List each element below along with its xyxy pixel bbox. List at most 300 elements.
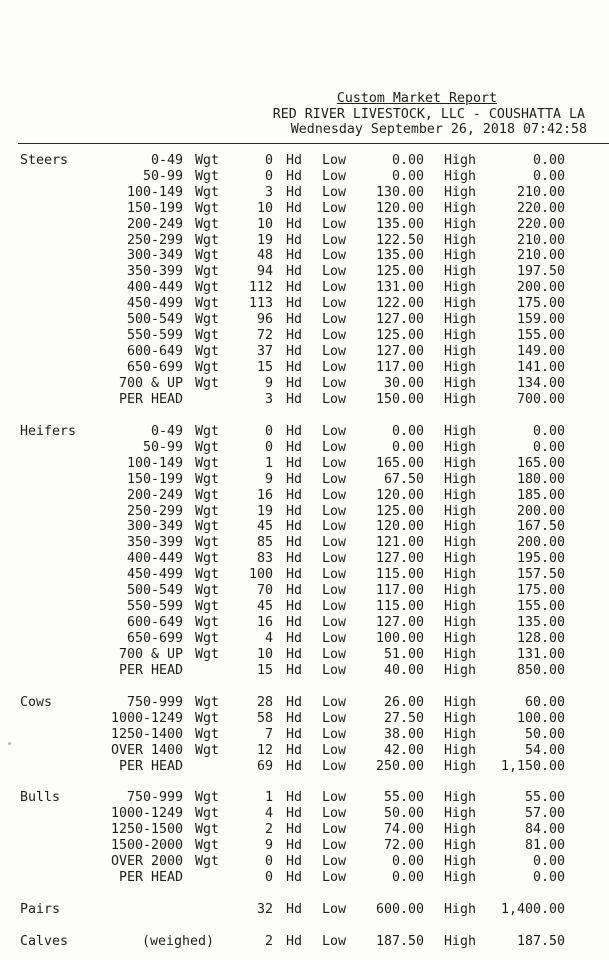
high-label: High	[444, 519, 477, 535]
table-row	[0, 615, 609, 631]
weight-range: 450-499	[126, 567, 183, 583]
high-label: High	[444, 153, 477, 168]
unit-label: Wgt	[195, 471, 220, 487]
low-label: Low	[322, 662, 347, 678]
low-price: 135.00	[375, 216, 424, 232]
hd-label: Hd	[286, 837, 303, 853]
section-name: Pairs	[20, 902, 61, 917]
hd-label: Hd	[286, 583, 303, 598]
high-price: 200.00	[516, 280, 565, 296]
low-price: 125.00	[375, 327, 424, 343]
high-label: High	[444, 583, 477, 598]
weight-range: 50-99	[142, 439, 183, 455]
low-price: 0.00	[391, 168, 424, 184]
low-price: 127.00	[375, 312, 424, 327]
high-label: High	[444, 439, 477, 455]
high-label: High	[444, 327, 477, 343]
head-count: 85	[256, 535, 273, 551]
high-label: High	[444, 646, 477, 662]
low-label: Low	[322, 439, 347, 455]
head-count: 12	[256, 742, 273, 758]
low-price: 0.00	[391, 424, 424, 439]
low-price: 67.50	[383, 471, 424, 487]
unit-label: Wgt	[195, 312, 220, 327]
head-count: 1	[264, 790, 273, 805]
weight-range: OVER 2000	[110, 853, 183, 869]
hd-label: Hd	[286, 869, 303, 885]
low-price: 127.00	[375, 614, 424, 630]
low-price: 131.00	[375, 280, 424, 296]
hd-label: Hd	[286, 934, 303, 949]
head-count: 15	[256, 359, 273, 375]
low-price: 55.00	[383, 790, 424, 805]
table-row	[0, 583, 609, 599]
weight-range: 550-599	[126, 327, 183, 343]
low-label: Low	[322, 614, 347, 630]
scan-speck	[8, 742, 11, 745]
high-price: 135.00	[516, 614, 565, 630]
high-price: 149.00	[516, 343, 565, 359]
high-label: High	[444, 742, 477, 758]
low-price: 0.00	[391, 153, 424, 168]
high-price: 165.00	[516, 455, 565, 471]
low-label: Low	[322, 280, 347, 296]
head-count: 83	[256, 551, 273, 567]
head-count: 0	[264, 424, 273, 439]
low-label: Low	[322, 424, 347, 439]
hd-label: Hd	[286, 375, 303, 391]
weight-range: PER HEAD	[118, 758, 183, 774]
head-count: 45	[256, 519, 273, 535]
high-price: 210.00	[516, 248, 565, 264]
table-row	[0, 376, 609, 392]
table-row	[0, 248, 609, 264]
high-label: High	[444, 902, 477, 917]
head-count: 7	[264, 726, 273, 742]
head-count: 113	[248, 296, 273, 312]
head-count: 4	[264, 805, 273, 821]
high-price: 175.00	[516, 296, 565, 312]
table-row	[0, 296, 609, 312]
hd-label: Hd	[286, 184, 303, 200]
high-price: 197.50	[516, 264, 565, 280]
head-count: 37	[256, 343, 273, 359]
high-label: High	[444, 821, 477, 837]
high-price: 220.00	[516, 200, 565, 216]
unit-label: Wgt	[195, 487, 220, 503]
high-price: 175.00	[516, 583, 565, 598]
weight-range: 0-49	[150, 424, 183, 439]
low-label: Low	[322, 359, 347, 375]
table-row	[0, 551, 609, 567]
unit-label: Wgt	[195, 837, 220, 853]
low-label: Low	[322, 535, 347, 551]
weight-range: 700 & UP	[118, 375, 183, 391]
low-label: Low	[322, 503, 347, 519]
table-row	[0, 472, 609, 488]
high-label: High	[444, 662, 477, 678]
head-count: 19	[256, 232, 273, 248]
high-label: High	[444, 805, 477, 821]
head-count: 48	[256, 248, 273, 264]
hd-label: Hd	[286, 535, 303, 551]
table-row	[0, 806, 609, 822]
table-row	[0, 456, 609, 472]
high-label: High	[444, 726, 477, 742]
head-count: 0	[264, 439, 273, 455]
section-name: Steers	[20, 153, 69, 168]
low-label: Low	[322, 837, 347, 853]
head-count: 69	[256, 758, 273, 774]
high-label: High	[444, 758, 477, 774]
low-label: Low	[322, 455, 347, 471]
table-row	[0, 727, 609, 743]
hd-label: Hd	[286, 598, 303, 614]
high-label: High	[444, 535, 477, 551]
high-label: High	[444, 296, 477, 312]
high-label: High	[444, 168, 477, 184]
low-label: Low	[322, 471, 347, 487]
hd-label: Hd	[286, 630, 303, 646]
head-count: 100	[248, 567, 273, 583]
low-label: Low	[322, 902, 347, 917]
table-row	[0, 312, 609, 328]
low-price: 42.00	[383, 742, 424, 758]
unit-label: Wgt	[195, 551, 220, 567]
unit-label: Wgt	[195, 805, 220, 821]
high-label: High	[444, 200, 477, 216]
section-name: Calves	[20, 934, 69, 949]
table-row	[0, 440, 609, 456]
head-count: 9	[264, 471, 273, 487]
weight-range: 500-549	[126, 312, 183, 327]
hd-label: Hd	[286, 424, 303, 439]
hd-label: Hd	[286, 296, 303, 312]
low-price: 38.00	[383, 726, 424, 742]
hd-label: Hd	[286, 455, 303, 471]
weight-range: 600-649	[126, 343, 183, 359]
low-price: 120.00	[375, 487, 424, 503]
low-label: Low	[322, 726, 347, 742]
high-label: High	[444, 710, 477, 726]
high-price: 0.00	[532, 853, 565, 869]
low-price: 125.00	[375, 503, 424, 519]
high-label: High	[444, 934, 477, 949]
low-price: 117.00	[375, 359, 424, 375]
low-label: Low	[322, 869, 347, 885]
table-row	[0, 217, 609, 233]
low-label: Low	[322, 264, 347, 280]
low-label: Low	[322, 742, 347, 758]
table-row	[0, 838, 609, 854]
weight-range: 500-549	[126, 583, 183, 598]
low-price: 127.00	[375, 551, 424, 567]
head-count: 0	[264, 153, 273, 168]
low-price: 600.00	[375, 902, 424, 917]
table-row	[0, 854, 609, 870]
high-label: High	[444, 853, 477, 869]
low-price: 130.00	[375, 184, 424, 200]
table-row	[0, 424, 609, 440]
hd-label: Hd	[286, 742, 303, 758]
head-count: 3	[264, 391, 273, 407]
head-count: 28	[256, 695, 273, 710]
company-name: RED RIVER LIVESTOCK, LLC - COUSHATTA LA	[272, 107, 585, 122]
high-price: 50.00	[524, 726, 565, 742]
head-count: 15	[256, 662, 273, 678]
table-row	[0, 504, 609, 520]
table-row	[0, 360, 609, 376]
hd-label: Hd	[286, 391, 303, 407]
hd-label: Hd	[286, 662, 303, 678]
low-label: Low	[322, 487, 347, 503]
low-label: Low	[322, 567, 347, 583]
low-label: Low	[322, 583, 347, 598]
low-price: 165.00	[375, 455, 424, 471]
head-count: 96	[256, 312, 273, 327]
high-label: High	[444, 471, 477, 487]
low-price: 122.00	[375, 296, 424, 312]
low-label: Low	[322, 695, 347, 710]
low-label: Low	[322, 821, 347, 837]
weight-range: 700 & UP	[118, 646, 183, 662]
unit-label: Wgt	[195, 343, 220, 359]
unit-label: Wgt	[195, 184, 220, 200]
weight-range: 750-999	[126, 695, 183, 710]
unit-label: Wgt	[195, 614, 220, 630]
low-label: Low	[322, 184, 347, 200]
head-count: 0	[264, 853, 273, 869]
low-label: Low	[322, 312, 347, 327]
high-price: 81.00	[524, 837, 565, 853]
hd-label: Hd	[286, 614, 303, 630]
high-label: High	[444, 837, 477, 853]
unit-label: Wgt	[195, 280, 220, 296]
high-price: 134.00	[516, 375, 565, 391]
high-label: High	[444, 248, 477, 264]
high-label: High	[444, 216, 477, 232]
table-row	[0, 790, 609, 806]
high-price: 200.00	[516, 535, 565, 551]
table-row	[0, 344, 609, 360]
table-row	[0, 663, 609, 679]
weight-range: 100-149	[126, 184, 183, 200]
weight-range: 200-249	[126, 487, 183, 503]
high-label: High	[444, 630, 477, 646]
table-row	[0, 647, 609, 663]
high-price: 100.00	[516, 710, 565, 726]
low-price: 115.00	[375, 567, 424, 583]
hd-label: Hd	[286, 264, 303, 280]
low-label: Low	[322, 790, 347, 805]
weight-range: 450-499	[126, 296, 183, 312]
low-price: 125.00	[375, 264, 424, 280]
weight-range: 400-449	[126, 280, 183, 296]
weight-range: 300-349	[126, 519, 183, 535]
table-row	[0, 233, 609, 249]
high-price: 54.00	[524, 742, 565, 758]
high-price: 128.00	[516, 630, 565, 646]
low-price: 120.00	[375, 200, 424, 216]
table-row	[0, 392, 609, 408]
high-price: 0.00	[532, 153, 565, 168]
unit-label: Wgt	[195, 519, 220, 535]
high-price: 195.00	[516, 551, 565, 567]
section-name: Heifers	[20, 424, 77, 439]
unit-label: Wgt	[195, 359, 220, 375]
low-price: 51.00	[383, 646, 424, 662]
high-price: 180.00	[516, 471, 565, 487]
weight-range: 250-299	[126, 503, 183, 519]
high-label: High	[444, 359, 477, 375]
weight-range: 1250-1400	[110, 726, 183, 742]
high-label: High	[444, 232, 477, 248]
low-label: Low	[322, 232, 347, 248]
weight-range: PER HEAD	[118, 391, 183, 407]
low-price: 27.50	[383, 710, 424, 726]
low-label: Low	[322, 630, 347, 646]
table-row	[0, 567, 609, 583]
low-price: 120.00	[375, 519, 424, 535]
high-label: High	[444, 424, 477, 439]
weight-range: 1000-1249	[110, 805, 183, 821]
unit-label: Wgt	[195, 598, 220, 614]
high-price: 1,400.00	[500, 902, 565, 917]
weight-range: 650-699	[126, 359, 183, 375]
high-price: 220.00	[516, 216, 565, 232]
head-count: 0	[264, 168, 273, 184]
weight-range: 1000-1249	[110, 710, 183, 726]
weight-range: 350-399	[126, 535, 183, 551]
table-row	[0, 902, 609, 918]
low-price: 74.00	[383, 821, 424, 837]
low-price: 135.00	[375, 248, 424, 264]
unit-label: Wgt	[195, 821, 220, 837]
high-label: High	[444, 598, 477, 614]
low-label: Low	[322, 153, 347, 168]
high-price: 131.00	[516, 646, 565, 662]
table-row	[0, 264, 609, 280]
high-label: High	[444, 184, 477, 200]
high-price: 850.00	[516, 662, 565, 678]
high-price: 187.50	[516, 934, 565, 949]
high-label: High	[444, 391, 477, 407]
hd-label: Hd	[286, 153, 303, 168]
head-count: 3	[264, 184, 273, 200]
hd-label: Hd	[286, 439, 303, 455]
head-count: 10	[256, 646, 273, 662]
hd-label: Hd	[286, 821, 303, 837]
low-price: 127.00	[375, 343, 424, 359]
table-row	[0, 153, 609, 169]
weight-range: 550-599	[126, 598, 183, 614]
low-price: 26.00	[383, 695, 424, 710]
high-label: High	[444, 264, 477, 280]
high-label: High	[444, 695, 477, 710]
weight-range: PER HEAD	[118, 869, 183, 885]
high-label: High	[444, 503, 477, 519]
high-price: 0.00	[532, 439, 565, 455]
low-label: Low	[322, 327, 347, 343]
hd-label: Hd	[286, 519, 303, 535]
low-price: 150.00	[375, 391, 424, 407]
hd-label: Hd	[286, 280, 303, 296]
low-price: 72.00	[383, 837, 424, 853]
hd-label: Hd	[286, 790, 303, 805]
hd-label: Hd	[286, 551, 303, 567]
low-label: Low	[322, 296, 347, 312]
head-count: 9	[264, 375, 273, 391]
head-count: 2	[264, 934, 273, 949]
table-row	[0, 519, 609, 535]
unit-label: Wgt	[195, 790, 220, 805]
high-label: High	[444, 790, 477, 805]
head-count: 19	[256, 503, 273, 519]
table-row	[0, 599, 609, 615]
head-count: 70	[256, 583, 273, 598]
unit-label: Wgt	[195, 264, 220, 280]
high-price: 155.00	[516, 598, 565, 614]
low-label: Low	[322, 710, 347, 726]
weight-range: 350-399	[126, 264, 183, 280]
low-price: 187.50	[375, 934, 424, 949]
low-label: Low	[322, 248, 347, 264]
high-price: 84.00	[524, 821, 565, 837]
low-label: Low	[322, 551, 347, 567]
report-title: Custom Market Report	[336, 91, 497, 106]
unit-label: Wgt	[195, 583, 220, 598]
low-label: Low	[322, 519, 347, 535]
unit-label: Wgt	[195, 535, 220, 551]
unit-label: Wgt	[195, 296, 220, 312]
low-price: 0.00	[391, 853, 424, 869]
section-name: Cows	[20, 695, 53, 710]
head-count: 1	[264, 455, 273, 471]
table-row	[0, 934, 609, 950]
high-label: High	[444, 487, 477, 503]
head-count: 94	[256, 264, 273, 280]
weight-range: OVER 1400	[110, 742, 183, 758]
weight-range: 600-649	[126, 614, 183, 630]
high-label: High	[444, 567, 477, 583]
high-label: High	[444, 312, 477, 327]
high-price: 0.00	[532, 168, 565, 184]
head-count: 10	[256, 200, 273, 216]
low-label: Low	[322, 646, 347, 662]
high-label: High	[444, 343, 477, 359]
low-label: Low	[322, 200, 347, 216]
low-price: 121.00	[375, 535, 424, 551]
weight-range: 400-449	[126, 551, 183, 567]
hd-label: Hd	[286, 853, 303, 869]
hd-label: Hd	[286, 758, 303, 774]
unit-label: (weighed)	[142, 934, 215, 949]
table-row	[0, 280, 609, 296]
unit-label: Wgt	[195, 567, 220, 583]
high-price: 57.00	[524, 805, 565, 821]
head-count: 2	[264, 821, 273, 837]
high-price: 700.00	[516, 391, 565, 407]
high-price: 1,150.00	[500, 758, 565, 774]
high-label: High	[444, 375, 477, 391]
table-row	[0, 201, 609, 217]
weight-range: 1500-2000	[110, 837, 183, 853]
hd-label: Hd	[286, 503, 303, 519]
hd-label: Hd	[286, 343, 303, 359]
hd-label: Hd	[286, 327, 303, 343]
high-price: 0.00	[532, 424, 565, 439]
weight-range: 750-999	[126, 790, 183, 805]
